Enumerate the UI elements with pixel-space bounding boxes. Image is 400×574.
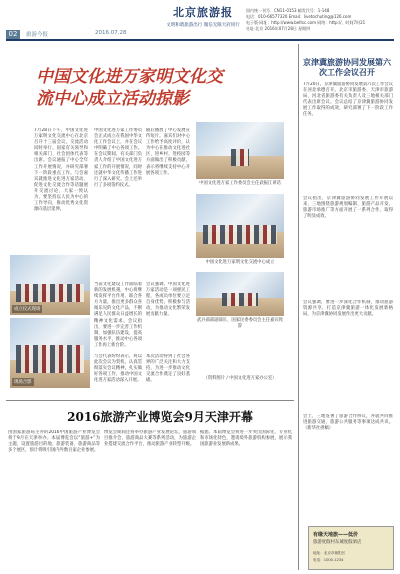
photo-establishment <box>196 194 284 258</box>
masthead <box>160 4 246 28</box>
main-body-col1: 7月28日下午，中国文化进万家明文化交流中心在北京召开十三届会议，交流活动同时举行。国家有关领导和相关部门、社会团体代表等出席。会议通报了中心全年工作开展情况，并研究部署下一阶段重点工作。与会嘉宾就推进文化进万家活动、促进文化交流合作等话题展开交流讨论，大家一致认为，要坚持以人民为中心的工作导向，推动优秀文化资源向基层延伸。 <box>34 128 88 213</box>
photo-label: 现场合影 <box>14 380 32 385</box>
page-number: 02 <box>6 30 20 39</box>
column-divider <box>298 44 299 570</box>
right-headline: 京津冀旅游协同发展第六次工作会议召开 <box>303 57 391 77</box>
right-body1: 7月20日，京津冀旅游协同发展第六次工作会议在河北承德召开。北京市旅游委、天津市旅游局、河北省旅游委有关负责人及三地相关部门代表出席会议。会议总结了京津冀旅游协同发展工作取得的成效，研究部署了下一阶段工作任务。 <box>303 82 393 118</box>
photo-caption: 中国文化进万家明文化交流中心成立 <box>205 260 275 265</box>
main-body-col2: 中国文化进万家工作委员会正式成立在我国中华文化工作会议上，并在会议中明确了中心各项工作。在会议期间，有关部门负责人介绍了中国文化进万家工作的开展情况，同时还就中华文化传播工作进行了深入研究。会上还举行了多项签约仪式。 <box>94 128 142 188</box>
ad-address: 地址：北京市朝阳区 <box>313 551 346 555</box>
contact-line: 电话：010-66577320 Email：livetochuting@126.com <box>246 14 352 19</box>
photo-caption: 武兵部部副部长、国家民委委员会主任嘉宾致辞 <box>197 318 283 329</box>
section-name: 旅游今报 <box>26 32 49 38</box>
contact-line: 电子版·网址：http://www.beltsc.com 网络：http://，时间7时21 <box>246 20 366 25</box>
contact-info <box>246 8 392 32</box>
contact-line: 国内统一刊号：CN11-0153 邮发代号：1-148 <box>246 8 330 13</box>
ad-title: 有缘天地旅——低价 <box>313 532 359 538</box>
photo-label: 成立仪式现场 <box>14 307 41 312</box>
photo-source: （资料图片 / 中国文化进万家办公室） <box>203 376 277 381</box>
masthead-slogan: 文明和谐旅游出行 微信无限天府同行 <box>166 23 240 28</box>
right-body2: 会议指出，京津冀旅游协同发展工作开展以来，三地围绕旅游规划编制、旅游产品开发、旅游市场推广等方面开展了一系列合作，取得了明显成效。 <box>303 196 393 220</box>
right-body4: 会上，三地签署了旅游合作协议，并就共同推进旅游交通、旅游公共服务等事项达成共识。（新华社供稿） <box>303 414 393 432</box>
photo-ceremony <box>10 255 90 315</box>
main-headline: 中国文化进万家明文化交流中心成立活动掠影 <box>36 67 223 109</box>
photo-guests <box>196 272 284 316</box>
photo-group <box>10 318 90 388</box>
main-body-lower1: 当前文化建设工作面临着新的发展机遇，中心将继续发挥平台作用，联合各方力量，推出更多群众喜闻乐见的文化产品，不断满足人民群众日益增长的精神文化需求。会议指出，要进一步完善工作机制，加强队伍建设，提高服务水平，推动中心各项工作再上新台阶。 <box>94 282 142 348</box>
second-body-col1: 由国家旅游局主办的2016中国旅游产业博览会将于9月在天津举办。本届博览会以“旅游+”为主题，设置旅游目的地、旅游装备、旅游商品等多个展区，预计将吸引国内外数百家企业参展。 <box>8 430 100 454</box>
ad-subtitle: 旅游度假村东城度假酒店 <box>313 540 362 545</box>
contact-line: 社址·北京 2016年07月28日 星期四 <box>246 26 311 31</box>
second-headline: 2016旅游产业博览会9月天津开幕 <box>67 410 253 424</box>
issue-date: 2016.07.28 <box>95 30 127 36</box>
second-body-col3: 据悉，本届博览会将进一步突出国际化、专业化和市场化特色，邀请境外旅游机构参展，展示我国旅游业发展新成果。 <box>200 430 292 448</box>
main-body-lower2: 会议强调，中国文化进万家活动是一项惠民工程，各成员单位要立足自身优势，积极参与活动，为推动文化繁荣发展贡献力量。 <box>146 282 190 318</box>
divider <box>6 400 294 401</box>
main-body-col3: 随后播放了中心发展宣传短片。嘉宾们对中心工作给予高度评价，认为中心在推动文化进社区、进乡村、进校园等方面做出了积极贡献，表示将继续支持中心开展各项工作。 <box>146 128 190 176</box>
main-body-lower3: 与会代表纷纷表示，将以此次会议为契机，认真贯彻落实会议精神，扎实做好各项工作，推动中国文化进万家活动深入开展。 <box>94 354 142 384</box>
header-rule <box>6 39 394 41</box>
ad-phone: 电话：1000-1234 <box>313 558 344 562</box>
right-body3: 会议强调，要进一步深化合作机制，推动旅游资源共享，打造京津冀旅游一体化发展新格局，为京津冀协同发展作出更大贡献。 <box>303 300 393 318</box>
second-body-col2: 博览会期间还将举办旅游产业发展论坛、旅游项目推介会、旅游商品大赛等系列活动，为旅游企业搭建交流合作平台，推动旅游产业转型升级。 <box>104 430 196 448</box>
advertisement[interactable] <box>308 526 394 570</box>
photo-speech <box>196 122 284 179</box>
main-body-lower4: 本次活动得到了社会各界的广泛关注和大力支持，为进一步推动文化交流合作奠定了良好基础。 <box>146 354 190 384</box>
photo-caption: 中国文化进万家工作委员会主任武振江讲话 <box>199 181 281 186</box>
page-header <box>0 0 400 40</box>
masthead-title: 北京旅游报 <box>173 6 233 19</box>
